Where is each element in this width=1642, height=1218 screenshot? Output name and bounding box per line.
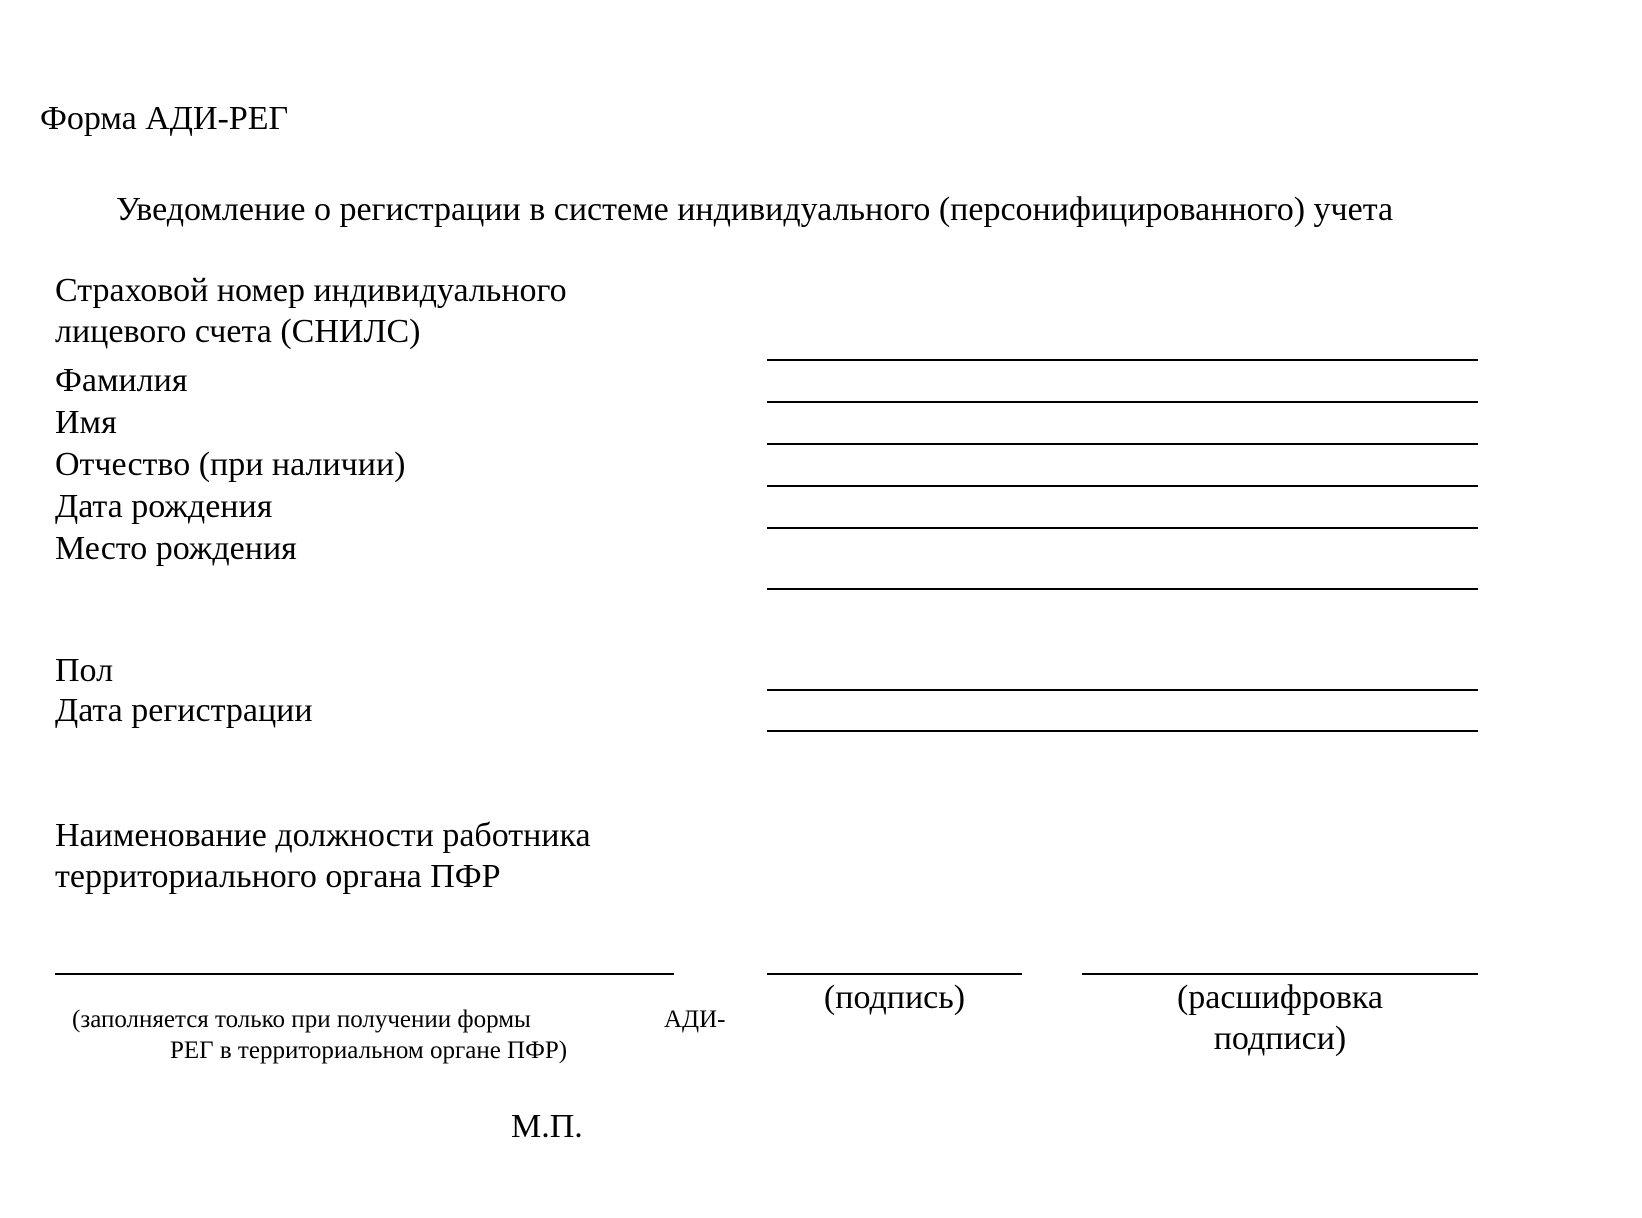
birth-date-fill-line[interactable] xyxy=(767,527,1478,529)
snils-label-line2: лицевого счета (СНИЛС) xyxy=(55,313,421,350)
birth-place-label: Место рождения xyxy=(55,530,297,567)
position-note-line1: (заполняется только при получении формы xyxy=(72,1006,531,1033)
document-title: Уведомление о регистрации в системе индивидуального (персонифицированного) учета xyxy=(116,191,1394,228)
birth-place-fill-line[interactable] xyxy=(767,588,1478,590)
signature-caption: (подпись) xyxy=(823,979,966,1016)
registration-date-label: Дата регистрации xyxy=(55,692,313,729)
surname-fill-line[interactable] xyxy=(767,401,1478,403)
sex-label: Пол xyxy=(55,652,114,689)
position-label-line1: Наименование должности работника xyxy=(55,817,591,854)
name-label: Имя xyxy=(55,404,117,441)
snils-fill-line[interactable] xyxy=(767,359,1478,361)
signature-decode-caption-line2: подписи) xyxy=(1213,1020,1347,1057)
position-note-line1-end: АДИ- xyxy=(664,1006,726,1033)
registration-date-fill-line[interactable] xyxy=(767,730,1478,732)
name-fill-line[interactable] xyxy=(767,443,1478,445)
snils-label-line1: Страховой номер индивидуального xyxy=(55,272,567,309)
stamp-place-label: М.П. xyxy=(511,1108,583,1145)
sex-fill-line[interactable] xyxy=(767,689,1478,691)
birth-date-label: Дата рождения xyxy=(55,488,273,525)
surname-label: Фамилия xyxy=(55,362,188,399)
position-fill-line[interactable] xyxy=(55,973,674,975)
patronymic-fill-line[interactable] xyxy=(767,485,1478,487)
position-label-line2: территориального органа ПФР xyxy=(55,858,501,895)
form-name: Форма АДИ-РЕГ xyxy=(40,100,289,137)
signature-decode-fill-line[interactable] xyxy=(1082,973,1478,975)
signature-decode-caption-line1: (расшифровка xyxy=(1176,979,1384,1016)
patronymic-label: Отчество (при наличии) xyxy=(55,446,406,483)
signature-fill-line[interactable] xyxy=(767,973,1022,975)
position-note-line2: РЕГ в территориальном органе ПФР) xyxy=(170,1037,568,1064)
